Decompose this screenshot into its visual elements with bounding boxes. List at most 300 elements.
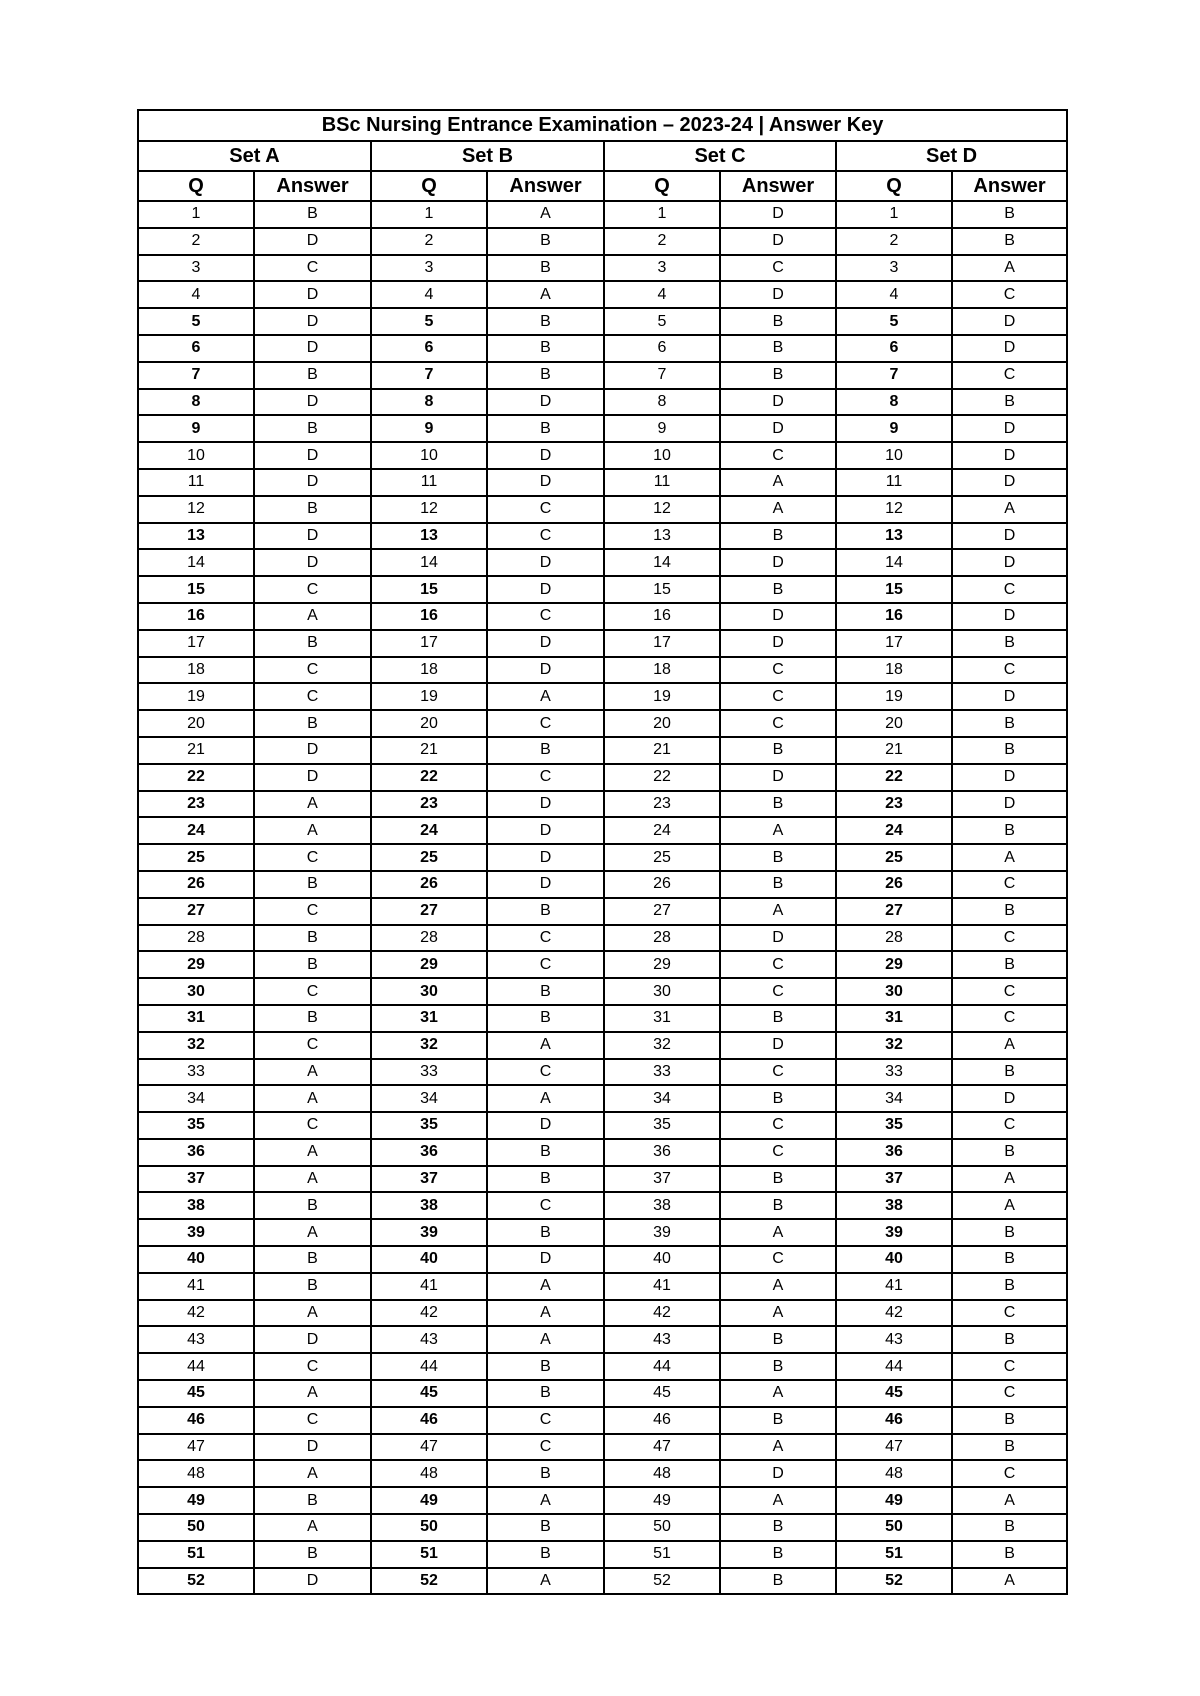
set-c-answer-cell: B — [720, 308, 836, 335]
table-row — [138, 1059, 1067, 1086]
set-c-answer-cell: B — [720, 1166, 836, 1193]
set-a-answer-cell: D — [254, 228, 371, 255]
set-d-answer-cell: B — [952, 1434, 1067, 1461]
set-a-answer-cell: A — [254, 1380, 371, 1407]
set-c-q-cell: 49 — [604, 1487, 720, 1514]
set-d-header: Set D — [836, 141, 1067, 171]
set-a-answer-cell: B — [254, 1005, 371, 1032]
set-d-answer-cell: D — [952, 1085, 1067, 1112]
set-a-answer-cell: D — [254, 335, 371, 362]
table-row — [138, 1380, 1067, 1407]
table-title: BSc Nursing Entrance Examination – 2023-24 | Answer Key — [138, 110, 1067, 141]
set-d-answer-cell: D — [952, 683, 1067, 710]
set-b-q-cell: 38 — [371, 1192, 487, 1219]
set-c-q-cell: 23 — [604, 791, 720, 818]
set-c-answer-cell: B — [720, 871, 836, 898]
set-d-answer-cell: D — [952, 549, 1067, 576]
table-row — [138, 817, 1067, 844]
set-b-q-cell: 13 — [371, 523, 487, 550]
set-c-q-cell: 24 — [604, 817, 720, 844]
table-row — [138, 1112, 1067, 1139]
set-c-answer-cell: D — [720, 603, 836, 630]
set-a-q-cell: 7 — [138, 362, 254, 389]
table-row — [138, 308, 1067, 335]
set-b-answer-cell: A — [487, 1085, 604, 1112]
set-a-answer-cell: C — [254, 657, 371, 684]
set-c-answer-cell: B — [720, 576, 836, 603]
set-c-answer-cell: C — [720, 951, 836, 978]
table-row — [138, 1407, 1067, 1434]
set-a-answer-cell: B — [254, 1541, 371, 1568]
table-row — [138, 1246, 1067, 1273]
table-row — [138, 925, 1067, 952]
set-d-q-cell: 38 — [836, 1192, 952, 1219]
set-d-answer-cell: B — [952, 1541, 1067, 1568]
set-d-q-cell: 5 — [836, 308, 952, 335]
set-d-answer-cell: D — [952, 764, 1067, 791]
set-c-answer-cell: B — [720, 1192, 836, 1219]
set-d-answer-cell: D — [952, 791, 1067, 818]
set-a-answer-cell: C — [254, 255, 371, 282]
set-d-answer-cell: D — [952, 469, 1067, 496]
set-a-q-cell: 12 — [138, 496, 254, 523]
set-d-q-cell: 37 — [836, 1166, 952, 1193]
set-c-q-cell: 3 — [604, 255, 720, 282]
table-row — [138, 978, 1067, 1005]
set-a-q-cell: 4 — [138, 281, 254, 308]
set-a-q-cell: 16 — [138, 603, 254, 630]
set-d-answer-cell: B — [952, 737, 1067, 764]
set-c-answer-cell: C — [720, 1139, 836, 1166]
set-c-q-cell: 14 — [604, 549, 720, 576]
set-b-q-cell: 39 — [371, 1219, 487, 1246]
set-d-q-cell: 20 — [836, 710, 952, 737]
set-c-q-cell: 29 — [604, 951, 720, 978]
set-b-answer-cell: C — [487, 1407, 604, 1434]
set-a-q-cell: 32 — [138, 1032, 254, 1059]
set-b-q-cell: 42 — [371, 1300, 487, 1327]
set-d-q-cell: 39 — [836, 1219, 952, 1246]
set-c-q-cell: 37 — [604, 1166, 720, 1193]
set-b-answer-cell: B — [487, 308, 604, 335]
set-d-answer-cell: B — [952, 710, 1067, 737]
set-b-answer-cell: D — [487, 1112, 604, 1139]
set-b-q-cell: 21 — [371, 737, 487, 764]
set-d-q-cell: 10 — [836, 442, 952, 469]
answer-column-header: Answer — [952, 171, 1067, 201]
table-row — [138, 1085, 1067, 1112]
set-d-answer-cell: D — [952, 415, 1067, 442]
set-d-answer-cell: B — [952, 630, 1067, 657]
set-d-answer-cell: B — [952, 951, 1067, 978]
set-c-q-cell: 4 — [604, 281, 720, 308]
set-a-answer-cell: B — [254, 1273, 371, 1300]
set-d-answer-cell: A — [952, 496, 1067, 523]
set-a-q-cell: 13 — [138, 523, 254, 550]
set-d-q-cell: 19 — [836, 683, 952, 710]
set-d-q-cell: 46 — [836, 1407, 952, 1434]
table-row — [138, 442, 1067, 469]
set-d-answer-cell: C — [952, 978, 1067, 1005]
set-a-q-cell: 29 — [138, 951, 254, 978]
set-a-q-cell: 21 — [138, 737, 254, 764]
set-a-q-cell: 33 — [138, 1059, 254, 1086]
set-a-q-cell: 19 — [138, 683, 254, 710]
set-d-q-cell: 33 — [836, 1059, 952, 1086]
set-b-answer-cell: D — [487, 817, 604, 844]
answer-key-table — [137, 109, 1068, 1595]
set-a-q-cell: 17 — [138, 630, 254, 657]
set-b-answer-cell: C — [487, 523, 604, 550]
set-b-answer-cell: B — [487, 255, 604, 282]
set-d-q-cell: 47 — [836, 1434, 952, 1461]
set-c-answer-cell: B — [720, 1005, 836, 1032]
table-row — [138, 1300, 1067, 1327]
set-d-answer-cell: C — [952, 1353, 1067, 1380]
set-b-q-cell: 30 — [371, 978, 487, 1005]
table-row — [138, 1541, 1067, 1568]
set-c-q-cell: 33 — [604, 1059, 720, 1086]
set-c-answer-cell: C — [720, 657, 836, 684]
set-a-answer-cell: A — [254, 1300, 371, 1327]
set-b-answer-cell: B — [487, 1166, 604, 1193]
set-b-answer-cell: C — [487, 925, 604, 952]
set-d-answer-cell: B — [952, 1326, 1067, 1353]
set-a-q-cell: 38 — [138, 1192, 254, 1219]
set-b-answer-cell: B — [487, 737, 604, 764]
set-c-q-cell: 16 — [604, 603, 720, 630]
set-a-q-cell: 3 — [138, 255, 254, 282]
set-c-answer-cell: A — [720, 817, 836, 844]
set-d-q-cell: 23 — [836, 791, 952, 818]
set-c-answer-cell: A — [720, 496, 836, 523]
set-a-answer-cell: B — [254, 1192, 371, 1219]
set-c-q-cell: 19 — [604, 683, 720, 710]
answer-column-header: Answer — [254, 171, 371, 201]
set-a-q-cell: 27 — [138, 898, 254, 925]
set-b-answer-cell: D — [487, 871, 604, 898]
set-d-q-cell: 4 — [836, 281, 952, 308]
set-a-answer-cell: D — [254, 549, 371, 576]
set-b-q-cell: 34 — [371, 1085, 487, 1112]
set-d-answer-cell: B — [952, 1514, 1067, 1541]
table-row — [138, 764, 1067, 791]
set-a-answer-cell: A — [254, 817, 371, 844]
set-d-q-cell: 51 — [836, 1541, 952, 1568]
set-a-header: Set A — [138, 141, 371, 171]
set-c-q-cell: 13 — [604, 523, 720, 550]
q-column-header: Q — [836, 171, 952, 201]
set-d-q-cell: 13 — [836, 523, 952, 550]
set-a-answer-cell: A — [254, 1085, 371, 1112]
set-d-q-cell: 25 — [836, 844, 952, 871]
set-c-answer-cell: A — [720, 1273, 836, 1300]
set-b-q-cell: 20 — [371, 710, 487, 737]
set-b-answer-cell: C — [487, 764, 604, 791]
set-b-q-cell: 1 — [371, 201, 487, 228]
set-d-q-cell: 17 — [836, 630, 952, 657]
set-b-answer-cell: B — [487, 1219, 604, 1246]
set-d-answer-cell: B — [952, 1219, 1067, 1246]
set-b-answer-cell: A — [487, 1273, 604, 1300]
set-a-q-cell: 25 — [138, 844, 254, 871]
table-row — [138, 1005, 1067, 1032]
set-a-answer-cell: D — [254, 764, 371, 791]
set-b-answer-cell: D — [487, 469, 604, 496]
table-row — [138, 1326, 1067, 1353]
set-d-answer-cell: C — [952, 871, 1067, 898]
set-b-answer-cell: C — [487, 1434, 604, 1461]
set-d-q-cell: 16 — [836, 603, 952, 630]
set-d-answer-cell: C — [952, 1460, 1067, 1487]
set-c-answer-cell: D — [720, 549, 836, 576]
set-c-answer-cell: D — [720, 389, 836, 416]
set-d-q-cell: 9 — [836, 415, 952, 442]
table-row — [138, 791, 1067, 818]
set-c-answer-cell: D — [720, 1032, 836, 1059]
set-d-answer-cell: B — [952, 817, 1067, 844]
set-a-answer-cell: A — [254, 1514, 371, 1541]
answer-rows — [138, 201, 1067, 1594]
set-c-q-cell: 9 — [604, 415, 720, 442]
set-c-header: Set C — [604, 141, 836, 171]
set-d-q-cell: 15 — [836, 576, 952, 603]
set-a-q-cell: 18 — [138, 657, 254, 684]
set-a-answer-cell: B — [254, 630, 371, 657]
set-d-q-cell: 8 — [836, 389, 952, 416]
set-b-answer-cell: B — [487, 335, 604, 362]
table-row — [138, 362, 1067, 389]
table-row — [138, 657, 1067, 684]
set-d-q-cell: 36 — [836, 1139, 952, 1166]
set-b-q-cell: 8 — [371, 389, 487, 416]
set-a-q-cell: 36 — [138, 1139, 254, 1166]
set-c-q-cell: 6 — [604, 335, 720, 362]
set-d-answer-cell: B — [952, 898, 1067, 925]
set-a-q-cell: 10 — [138, 442, 254, 469]
table-row — [138, 1514, 1067, 1541]
set-b-q-cell: 10 — [371, 442, 487, 469]
set-c-answer-cell: B — [720, 1085, 836, 1112]
table-row — [138, 523, 1067, 550]
set-c-q-cell: 15 — [604, 576, 720, 603]
set-b-answer-cell: B — [487, 898, 604, 925]
set-d-answer-cell: A — [952, 1568, 1067, 1595]
set-c-q-cell: 42 — [604, 1300, 720, 1327]
set-b-q-cell: 3 — [371, 255, 487, 282]
set-c-answer-cell: D — [720, 764, 836, 791]
set-a-answer-cell: A — [254, 603, 371, 630]
set-a-answer-cell: D — [254, 1326, 371, 1353]
set-b-answer-cell: A — [487, 1487, 604, 1514]
answer-column-header: Answer — [720, 171, 836, 201]
set-c-answer-cell: D — [720, 415, 836, 442]
set-b-q-cell: 29 — [371, 951, 487, 978]
set-a-q-cell: 26 — [138, 871, 254, 898]
set-c-answer-cell: D — [720, 630, 836, 657]
set-a-answer-cell: C — [254, 1032, 371, 1059]
set-b-answer-cell: D — [487, 549, 604, 576]
set-b-answer-cell: B — [487, 362, 604, 389]
set-b-answer-cell: A — [487, 683, 604, 710]
set-d-answer-cell: A — [952, 1192, 1067, 1219]
set-b-answer-cell: B — [487, 415, 604, 442]
set-a-q-cell: 48 — [138, 1460, 254, 1487]
set-d-answer-cell: C — [952, 1300, 1067, 1327]
set-d-q-cell: 18 — [836, 657, 952, 684]
set-d-q-cell: 21 — [836, 737, 952, 764]
set-c-answer-cell: C — [720, 1059, 836, 1086]
set-c-q-cell: 38 — [604, 1192, 720, 1219]
set-a-answer-cell: B — [254, 496, 371, 523]
set-c-q-cell: 45 — [604, 1380, 720, 1407]
set-b-answer-cell: D — [487, 576, 604, 603]
set-b-q-cell: 44 — [371, 1353, 487, 1380]
set-a-q-cell: 44 — [138, 1353, 254, 1380]
set-c-answer-cell: A — [720, 1434, 836, 1461]
set-d-answer-cell: C — [952, 1112, 1067, 1139]
set-a-answer-cell: D — [254, 442, 371, 469]
set-b-q-cell: 19 — [371, 683, 487, 710]
set-b-answer-cell: D — [487, 389, 604, 416]
set-a-answer-cell: A — [254, 1166, 371, 1193]
set-a-q-cell: 52 — [138, 1568, 254, 1595]
set-b-q-cell: 31 — [371, 1005, 487, 1032]
table-row — [138, 603, 1067, 630]
set-b-q-cell: 46 — [371, 1407, 487, 1434]
set-c-answer-cell: C — [720, 978, 836, 1005]
set-d-q-cell: 6 — [836, 335, 952, 362]
set-c-q-cell: 46 — [604, 1407, 720, 1434]
set-a-answer-cell: B — [254, 415, 371, 442]
table-row — [138, 737, 1067, 764]
set-b-answer-cell: D — [487, 791, 604, 818]
set-c-q-cell: 34 — [604, 1085, 720, 1112]
table-row — [138, 1139, 1067, 1166]
set-c-q-cell: 41 — [604, 1273, 720, 1300]
set-c-q-cell: 10 — [604, 442, 720, 469]
set-d-answer-cell: B — [952, 228, 1067, 255]
table-row — [138, 469, 1067, 496]
table-row — [138, 1568, 1067, 1595]
set-d-q-cell: 24 — [836, 817, 952, 844]
set-c-answer-cell: D — [720, 281, 836, 308]
set-a-q-cell: 34 — [138, 1085, 254, 1112]
set-c-answer-cell: C — [720, 710, 836, 737]
set-a-q-cell: 43 — [138, 1326, 254, 1353]
set-b-answer-cell: B — [487, 1460, 604, 1487]
set-b-q-cell: 52 — [371, 1568, 487, 1595]
set-b-q-cell: 49 — [371, 1487, 487, 1514]
set-a-answer-cell: D — [254, 469, 371, 496]
set-c-answer-cell: A — [720, 1219, 836, 1246]
set-d-answer-cell: A — [952, 1166, 1067, 1193]
set-c-q-cell: 20 — [604, 710, 720, 737]
set-c-answer-cell: B — [720, 523, 836, 550]
set-b-q-cell: 32 — [371, 1032, 487, 1059]
set-d-answer-cell: B — [952, 1407, 1067, 1434]
set-c-q-cell: 35 — [604, 1112, 720, 1139]
set-b-q-cell: 40 — [371, 1246, 487, 1273]
set-c-answer-cell: A — [720, 469, 836, 496]
answer-column-header: Answer — [487, 171, 604, 201]
set-a-answer-cell: C — [254, 683, 371, 710]
set-c-q-cell: 11 — [604, 469, 720, 496]
set-c-q-cell: 40 — [604, 1246, 720, 1273]
set-b-q-cell: 9 — [371, 415, 487, 442]
set-d-q-cell: 22 — [836, 764, 952, 791]
set-c-answer-cell: D — [720, 1460, 836, 1487]
set-d-answer-cell: B — [952, 1059, 1067, 1086]
set-b-q-cell: 26 — [371, 871, 487, 898]
set-c-answer-cell: A — [720, 898, 836, 925]
set-b-answer-cell: C — [487, 1192, 604, 1219]
set-d-answer-cell: C — [952, 281, 1067, 308]
set-a-answer-cell: B — [254, 362, 371, 389]
set-d-q-cell: 40 — [836, 1246, 952, 1273]
set-d-answer-cell: C — [952, 657, 1067, 684]
table-row — [138, 1032, 1067, 1059]
set-b-q-cell: 22 — [371, 764, 487, 791]
set-d-answer-cell: D — [952, 335, 1067, 362]
set-d-q-cell: 32 — [836, 1032, 952, 1059]
set-a-answer-cell: D — [254, 1568, 371, 1595]
set-c-q-cell: 48 — [604, 1460, 720, 1487]
set-a-q-cell: 49 — [138, 1487, 254, 1514]
set-b-answer-cell: D — [487, 442, 604, 469]
set-b-answer-cell: B — [487, 1139, 604, 1166]
set-b-header: Set B — [371, 141, 604, 171]
table-row — [138, 335, 1067, 362]
set-b-answer-cell: B — [487, 978, 604, 1005]
table-row — [138, 281, 1067, 308]
set-c-q-cell: 5 — [604, 308, 720, 335]
set-d-q-cell: 26 — [836, 871, 952, 898]
set-b-answer-cell: B — [487, 1353, 604, 1380]
set-a-answer-cell: D — [254, 1434, 371, 1461]
set-b-q-cell: 11 — [371, 469, 487, 496]
set-a-q-cell: 11 — [138, 469, 254, 496]
set-a-q-cell: 41 — [138, 1273, 254, 1300]
set-c-answer-cell: C — [720, 1112, 836, 1139]
set-b-answer-cell: A — [487, 1032, 604, 1059]
set-d-answer-cell: A — [952, 1487, 1067, 1514]
set-c-answer-cell: D — [720, 925, 836, 952]
set-d-q-cell: 42 — [836, 1300, 952, 1327]
set-a-answer-cell: A — [254, 1219, 371, 1246]
set-a-q-cell: 47 — [138, 1434, 254, 1461]
set-b-q-cell: 36 — [371, 1139, 487, 1166]
set-a-answer-cell: B — [254, 925, 371, 952]
set-c-answer-cell: D — [720, 228, 836, 255]
set-c-answer-cell: B — [720, 362, 836, 389]
set-d-answer-cell: D — [952, 308, 1067, 335]
set-b-q-cell: 7 — [371, 362, 487, 389]
set-a-q-cell: 35 — [138, 1112, 254, 1139]
table-row — [138, 228, 1067, 255]
table-row — [138, 1273, 1067, 1300]
set-c-q-cell: 2 — [604, 228, 720, 255]
set-b-answer-cell: C — [487, 951, 604, 978]
set-c-answer-cell: B — [720, 844, 836, 871]
set-b-q-cell: 51 — [371, 1541, 487, 1568]
set-b-q-cell: 37 — [371, 1166, 487, 1193]
set-d-q-cell: 3 — [836, 255, 952, 282]
table-row — [138, 1460, 1067, 1487]
set-c-answer-cell: B — [720, 1407, 836, 1434]
set-a-q-cell: 8 — [138, 389, 254, 416]
set-d-q-cell: 29 — [836, 951, 952, 978]
